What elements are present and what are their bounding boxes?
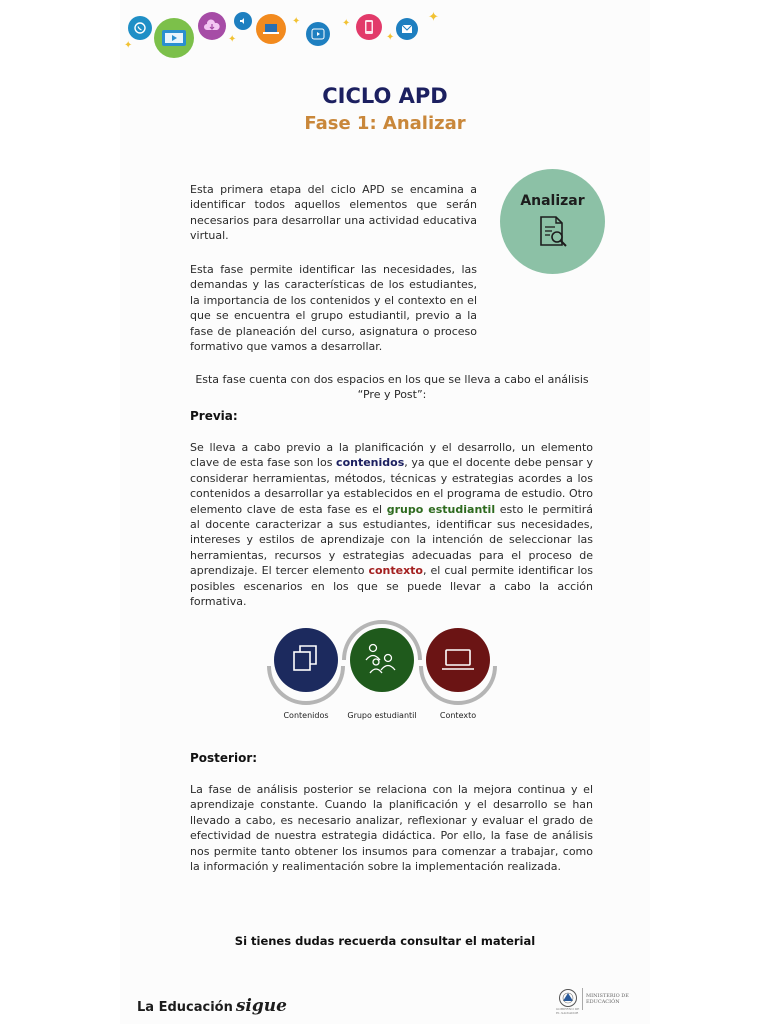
analizar-badge bbox=[500, 169, 605, 274]
diagram-label-contenidos: Contenidos bbox=[283, 711, 329, 720]
sparkle-icon: ✦ bbox=[124, 40, 133, 51]
audio-icon bbox=[234, 12, 252, 30]
sparkle-icon: ✦ bbox=[386, 32, 395, 43]
intro-paragraph-2: Esta fase permite identificar las necesidades, las demandas y las características de los estudiantes, la importancia de los contenidos y el contexto en el que se encuentra el grupo estudiantil, previo a la fase de planeación del curso, asignatura o proceso formativo que vamos a desarrollar. bbox=[190, 263, 477, 354]
brand-logo bbox=[137, 996, 287, 1016]
intro-paragraph-3: Esta fase cuenta con dos espacios en los que se lleva a cabo el análisis “Pre y Post”: bbox=[195, 373, 589, 402]
section-heading-previa: Previa: bbox=[190, 409, 238, 423]
badge-label: Analizar bbox=[520, 193, 585, 209]
document-search-icon bbox=[537, 215, 569, 249]
header-icon-strip bbox=[124, 6, 454, 62]
laptop-icon bbox=[256, 14, 286, 44]
sparkle-icon: ✦ bbox=[228, 34, 237, 45]
diagram-label-grupo-estudiantil: Grupo estudiantil bbox=[347, 711, 417, 720]
government-seal-icon bbox=[558, 988, 578, 1008]
previa-text: Se lleva a cabo previo a la planificación y el desarrollo, un elemento clave de esta fase son los bbox=[190, 441, 593, 470]
previa-text: , ya que el docente debe pensar y considerar herramientas, métodos, técnicas y estrategias acordes a los contenidos a desarrollar ya establecidos en el programa de estudio. Otro elemento clave de esta fase es el bbox=[190, 456, 594, 516]
posterior-paragraph: La fase de análisis posterior se relaciona con la mejora continua y el aprendizaje constante. Cuando la planificación y el desarrollo se han llevado a cabo, es necesario analizar, reflexionar y evaluar el grado de efectividad de nuestra estrategia didáctica. Por ello, la fase de análisis nos permite tanto obtener los insumos para comenzar a trabajar, como la información y realimentación sobre la implementación realizada. bbox=[190, 783, 593, 874]
previa-text: esto le permitirá al docente caracterizar a sus estudiantes, identificar sus necesidades, intereses y estilos de aprendizaje con la intención de seleccionar las herramientas, recursos y estrategias adecuadas para el proceso de aprendizaje. El tercer elemento bbox=[190, 502, 593, 578]
cloud-download-icon bbox=[198, 12, 226, 40]
gov-text: GOBIERNO DE EL SALVADOR bbox=[556, 1007, 580, 1015]
grupo-estudiantil-circle bbox=[350, 628, 414, 692]
email-icon bbox=[396, 18, 418, 40]
footer-divider bbox=[582, 988, 583, 1010]
section-heading-posterior: Posterior: bbox=[190, 751, 258, 765]
previa-text: , el cual permite identificar los posibles escenarios en los que se puede llevar a cabo la acción formativa. bbox=[190, 564, 593, 609]
intro-paragraph-1: Esta primera etapa del ciclo APD se encamina a identificar todos aquellos elementos que serán necesarios para desarrollar una actividad educativa virtual. bbox=[190, 183, 477, 243]
brand-script: sigue bbox=[235, 996, 287, 1016]
page-title: CICLO APD bbox=[322, 84, 448, 108]
previa-paragraph bbox=[190, 440, 593, 609]
sparkle-icon: ✦ bbox=[428, 10, 439, 25]
sparkle-icon: ✦ bbox=[342, 18, 351, 29]
diagram-label-contexto: Contexto bbox=[439, 711, 477, 720]
ministry-text: MINISTERIO DE EDUCACIÓN bbox=[586, 993, 629, 1005]
whatsapp-icon bbox=[128, 16, 152, 40]
contexto-circle bbox=[426, 628, 490, 692]
video-player-icon bbox=[154, 18, 194, 58]
brand-text: La Educación bbox=[137, 1000, 233, 1015]
play-icon bbox=[306, 22, 330, 46]
smartphone-icon bbox=[356, 14, 382, 40]
keyword-contenidos: contenidos bbox=[336, 456, 405, 470]
keyword-contexto: contexto bbox=[368, 564, 423, 578]
sparkle-icon: ✦ bbox=[292, 16, 301, 27]
keyword-grupo-estudiantil: grupo estudiantil bbox=[386, 502, 496, 516]
page-subtitle: Fase 1: Analizar bbox=[304, 113, 466, 134]
footer-note: Si tienes dudas recuerda consultar el material bbox=[234, 934, 536, 948]
elements-diagram bbox=[262, 614, 502, 714]
contenidos-circle bbox=[274, 628, 338, 692]
